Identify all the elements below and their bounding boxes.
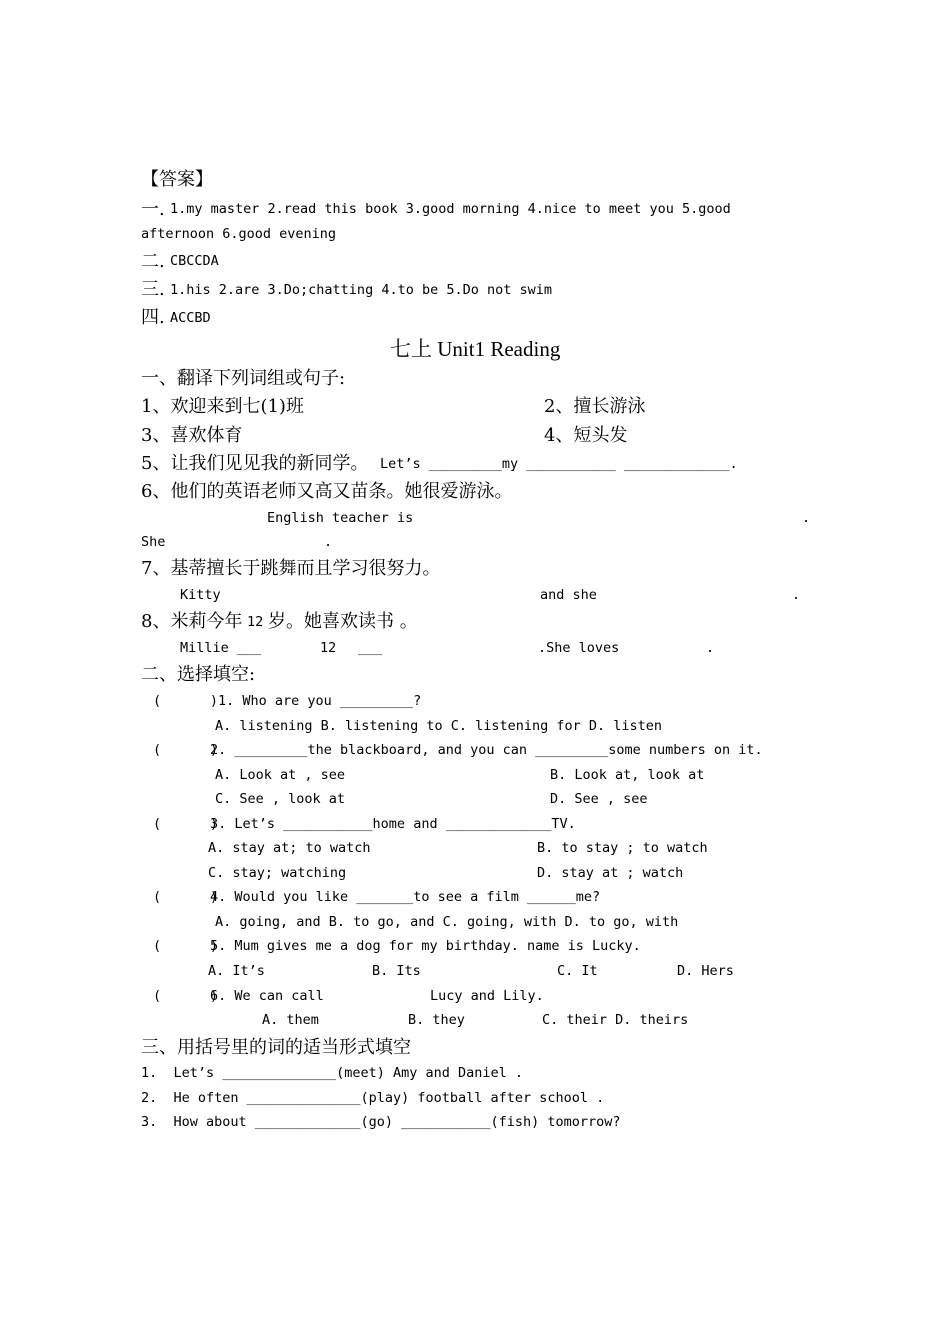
part1-q1: 1、欢迎来到七(1)班 <box>141 396 304 417</box>
part1-q7-line-a: Kitty <box>180 587 221 603</box>
part1-q3: 3、喜欢体育 <box>141 425 243 446</box>
part1-q8-chinese-b: 岁。她喜欢读书 。 <box>268 611 418 632</box>
part2-heading: 二、选择填空: <box>141 664 256 685</box>
part1-heading: 一、翻译下列词组或句子: <box>141 368 346 389</box>
part1-q6-line1-period: . <box>802 510 811 526</box>
answer-section-4-text: ACCBD <box>170 310 211 326</box>
part2-q3-answer-blank: ( ) <box>153 816 219 832</box>
part2-q2-option-b: B. Look at, look at <box>550 767 705 783</box>
part2-q6-option-cd: C. their D. theirs <box>542 1012 689 1028</box>
answer-section-2-text: CBCCDA <box>170 253 219 269</box>
part1-q8-line-b: 12 <box>320 640 337 656</box>
part2-q3-option-b: B. to stay ; to watch <box>537 840 708 856</box>
part1-q4: 4、短头发 <box>544 425 628 446</box>
part1-q6-line2: She <box>141 534 166 550</box>
part1-q8-line-c: ___ <box>358 640 383 656</box>
part2-q6-option-b: B. they <box>408 1012 465 1028</box>
part2-q2-option-c: C. See , look at <box>215 791 346 807</box>
part1-q8-period: . <box>706 640 715 656</box>
part2-q1-answer-blank: ( ) <box>153 693 219 709</box>
part2-q5: 5. Mum gives me a dog for my birthday. name is Lucky. <box>210 938 641 954</box>
part1-q8-line-a: Millie ___ <box>180 640 262 656</box>
part2-q6-b: Lucy and Lily. <box>430 988 544 1004</box>
answer-section-1-line1: 1.my master 2.read this book 3.good morning 4.nice to meet you 5.good <box>170 201 731 217</box>
part2-q5-answer-blank: ( ) <box>153 938 219 954</box>
part2-q2-answer-blank: ( ) <box>153 742 219 758</box>
page-title: 七上 Unit1 Reading <box>390 337 561 361</box>
part1-q6-line2-period: . <box>324 534 333 550</box>
part1-q8-chinese-number: 12 <box>247 614 264 630</box>
part1-q8-line-d: .She loves <box>538 640 620 656</box>
part2-q1-options: A. listening B. listening to C. listening for D. listen <box>215 718 663 734</box>
part3-heading: 三、用括号里的词的适当形式填空 <box>141 1037 411 1058</box>
part2-q5-option-b: B. Its <box>372 963 421 979</box>
part2-q5-option-a: A. It’s <box>208 963 265 979</box>
part2-q3-option-a: A. stay at; to watch <box>208 840 371 856</box>
part2-q6-option-a: A. them <box>262 1012 319 1028</box>
part2-q4-options: A. going, and B. to go, and C. going, with D. to go, with <box>215 914 679 930</box>
answer-section-3-text: 1.his 2.are 3.Do;chatting 4.to be 5.Do not swim <box>170 282 553 298</box>
part1-q2: 2、擅长游泳 <box>544 396 646 417</box>
part1-q7-period: . <box>792 587 801 603</box>
part2-q5-option-c: C. It <box>557 963 598 979</box>
part2-q6-a: 6. We can call <box>210 988 324 1004</box>
part1-q7-chinese: 7、基蒂擅长于跳舞而且学习很努力。 <box>141 558 441 579</box>
answer-section-1-line2: afternoon 6.good evening <box>141 226 337 242</box>
part2-q4: 4. Would you like _______to see a film ______me? <box>210 889 601 905</box>
answer-section-4-label: 四. <box>141 307 165 328</box>
part2-q5-option-d: D. Hers <box>677 963 734 979</box>
answer-heading: 【答案】 <box>141 169 213 190</box>
part2-q4-answer-blank: ( ) <box>153 889 219 905</box>
part1-q7-line-b: and she <box>540 587 597 603</box>
part1-q5-chinese: 5、让我们见见我的新同学。 <box>141 453 369 474</box>
part2-q1: 1. Who are you _________? <box>218 693 422 709</box>
part3-q1: 1. Let’s ______________(meet) Amy and Daniel . <box>141 1065 524 1081</box>
part3-q2: 2. He often ______________(play) football after school . <box>141 1090 605 1106</box>
part1-q6-line1: English teacher is <box>267 510 414 526</box>
part2-q2: 2. _________the blackboard, and you can _________some numbers on it. <box>210 742 763 758</box>
part2-q2-option-d: D. See , see <box>550 791 648 807</box>
answer-section-3-label: 三. <box>141 279 165 300</box>
part2-q6-answer-blank: ( ) <box>153 988 219 1004</box>
part2-q3-option-c: C. stay; watching <box>208 865 347 881</box>
answer-section-1-label: 一. <box>141 199 165 220</box>
part1-q6-chinese: 6、他们的英语老师又高又苗条。她很爱游泳。 <box>141 481 513 502</box>
part2-q3: 3. Let’s ___________home and _____________TV. <box>210 816 576 832</box>
part3-q3: 3. How about _____________(go) ___________(fish) tomorrow? <box>141 1114 621 1130</box>
part2-q3-option-d: D. stay at ; watch <box>537 865 684 881</box>
part1-q5-english: Let’s _________my ___________ _____________. <box>380 456 738 472</box>
part1-q8-chinese-a: 8、米莉今年 <box>141 611 243 632</box>
part2-q2-option-a: A. Look at , see <box>215 767 346 783</box>
answer-section-2-label: 二. <box>141 251 165 272</box>
